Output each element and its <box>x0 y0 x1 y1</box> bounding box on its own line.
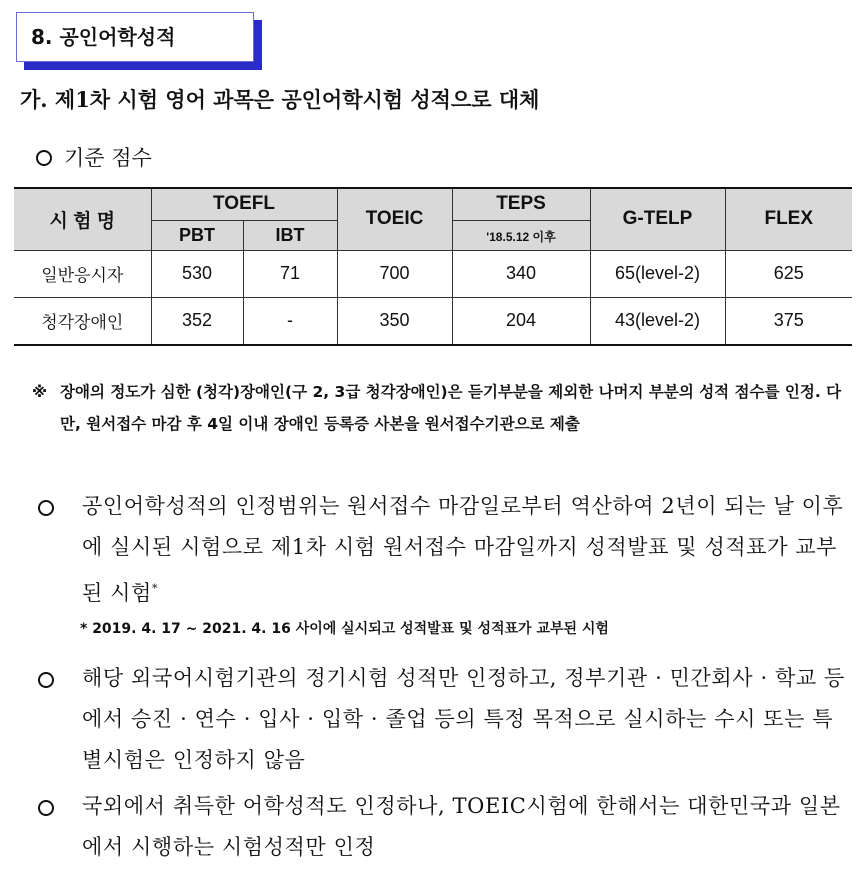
score-table <box>14 187 852 346</box>
header-exam: 시 험 명 <box>14 188 151 250</box>
header-ibt: IBT <box>243 220 337 250</box>
heading: 가. 제1차 시험 영어 과목은 공인어학시험 성적으로 대체 <box>20 87 540 112</box>
header-flex: FLEX <box>725 188 852 250</box>
table-row <box>14 297 852 345</box>
circle-bullet-icon <box>36 150 52 166</box>
cell-flex: 625 <box>725 250 852 297</box>
cell-pbt: 352 <box>151 297 243 345</box>
cell-ibt: 71 <box>243 250 337 297</box>
reference-mark: ※ <box>32 383 48 401</box>
header-teps-note: '18.5.12 이후 <box>452 220 590 250</box>
circle-bullet-icon <box>38 672 54 688</box>
section-title-box <box>16 12 254 62</box>
paragraph-2-text: 해당 외국어시험기관의 정기시험 성적만 인정하고, 정부기관 · 민간회사 · 학교 등에서 승진 · 연수 · 입사 · 입학 · 졸업 등의 특정 목적으로 실시하는 수시 또는 특별시험은 인정하지 않음 <box>82 666 845 772</box>
cell-ibt: - <box>243 297 337 345</box>
cell-gtelp: 65(level-2) <box>590 250 725 297</box>
footnote: * 2019. 4. 17 ~ 2021. 4. 16 사이에 실시되고 성적발표 및 성적표가 교부된 시험 <box>80 621 609 637</box>
cell-flex: 375 <box>725 297 852 345</box>
row-label: 청각장애인 <box>14 297 151 345</box>
table-row <box>14 250 852 297</box>
paragraph-1-text: 공인어학성적의 인정범위는 원서접수 마감일로부터 역산하여 2년이 되는 날 이후에 실시된 시험으로 제1차 시험 원서접수 마감일까지 성적발표 및 성적표가 교부된 시험 <box>82 494 844 605</box>
paragraph-3-text: 국외에서 취득한 어학성적도 인정하나, TOEIC시험에 한해서는 대한민국과 일본에서 시행하는 시험성적만 인정 <box>82 794 841 859</box>
cell-pbt: 530 <box>151 250 243 297</box>
circle-bullet-icon <box>38 800 54 816</box>
paragraph-3 <box>38 786 853 868</box>
cell-toeic: 700 <box>337 250 452 297</box>
header-teps: TEPS <box>452 188 590 220</box>
header-toefl: TOEFL <box>151 188 337 220</box>
cell-teps: 204 <box>452 297 590 345</box>
paragraph-2 <box>38 658 853 781</box>
row-label: 일반응시자 <box>14 250 151 297</box>
cell-gtelp: 43(level-2) <box>590 297 725 345</box>
note <box>32 376 852 440</box>
cell-toeic: 350 <box>337 297 452 345</box>
cell-teps: 340 <box>452 250 590 297</box>
header-gtelp: G-TELP <box>590 188 725 250</box>
note-text: 장애의 정도가 심한 (청각)장애인(구 2, 3급 청각장애인)은 듣기부분을 제외한 나머지 부분의 성적 점수를 인정. 다만, 원서접수 마감 후 4일 이내 장애인 등록증 사본을 원서접수기관으로 제출 <box>60 383 842 433</box>
header-pbt: PBT <box>151 220 243 250</box>
section-title: 8. 공인어학성적 <box>31 25 176 49</box>
subheading: 기준 점수 <box>64 146 152 170</box>
circle-bullet-icon <box>38 500 54 516</box>
header-toeic: TOEIC <box>337 188 452 250</box>
footnote-marker: * <box>151 582 159 595</box>
subheading-row <box>36 142 152 172</box>
paragraph-1 <box>38 486 853 614</box>
